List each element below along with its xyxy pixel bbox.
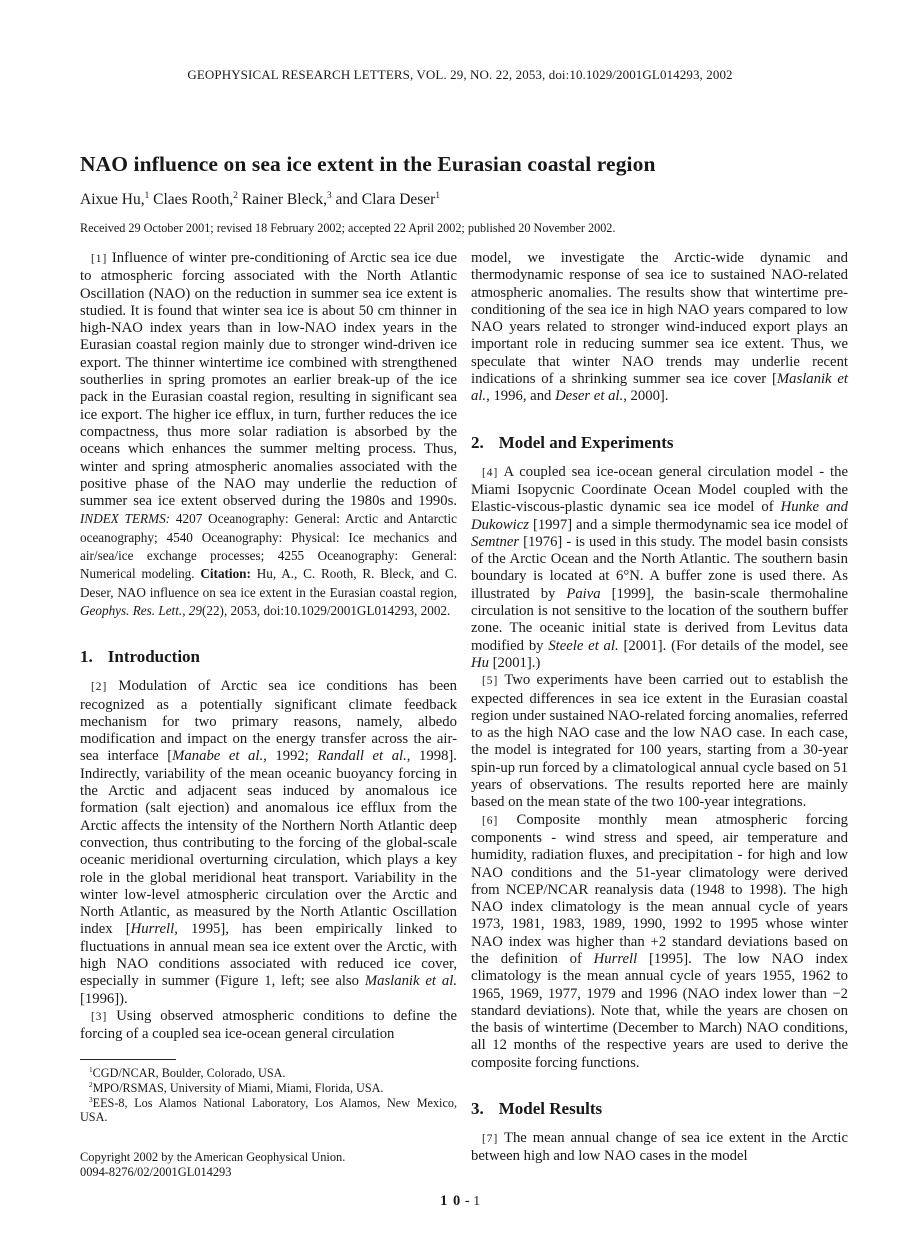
page-number: 1 0 - 1 <box>440 1193 480 1209</box>
journal-header-line: GEOPHYSICAL RESEARCH LETTERS, VOL. 29, NO. 22, 2053, doi:10.1029/2001GL014293, 2002 <box>187 67 733 82</box>
paper-title: NAO influence on sea ice extent in the Eurasian coastal region <box>80 152 656 176</box>
copyright-block <box>80 1150 457 1180</box>
section-number: 1. <box>80 647 93 667</box>
title-block <box>80 152 850 236</box>
section-1-heading <box>80 647 457 667</box>
affiliation-3: $^3$EES-8, Los Alamos National Laboratory, Los Alamos, New Mexico, USA. <box>80 1094 457 1125</box>
right-column <box>471 250 848 1166</box>
paragraph-3-right: model, we investigate the Arctic-wide dynamic and thermodynamic response of sea ice to sustained NAO-related atmospheric anomalies. The results show that wintertime pre-conditioning of the sea ice in high NAO years compared to low NAO years related to stronger wind-induced export plays an important role in reducing summer sea ice extent. Thus, we speculate that winter NAO trends may underlie recent indications of a shrinking summer sea ice cover [Maslanik et al., 1996, and Deser et al., 2000]. <box>471 250 848 405</box>
paragraph-7: [7] The mean annual change of sea ice extent in the Arctic between high and low NAO cases in the model <box>471 1130 848 1165</box>
paragraph-5: [5] Two experiments have been carried out to establish the expected differences in sea ice extent in the Eurasian coastal region under sustained NAO-related forcing anomalies, referred to as the high NAO case and the low NAO case. In each case, the model is integrated for 100 years, starting from a 30-year spin-up run forced by a climatological annual cycle based on 51 years of observations. The results reported here are mainly based on the mean state of the two 100-year integrations. <box>471 672 848 811</box>
section-title: Model and Experiments <box>498 432 674 452</box>
affiliation-2: $^2$MPO/RSMAS, University of Miami, Miami, Florida, USA. <box>89 1080 384 1096</box>
section-number: 2. <box>471 432 484 452</box>
paragraph-3-left: [3] Using observed atmospheric conditions to define the forcing of a coupled sea ice-ocean general circulation <box>80 1007 457 1043</box>
paragraph-4: [4] A coupled sea ice-ocean general circulation model - the Miami Isopycnic Coordinate Ocean Model coupled with the Elastic-viscous-plastic dynamic sea ice model of Hunke and Dukowicz [1997] and a simple thermodynamic sea ice model of Semtner [1976] - is used in this study. The model basin consists of the Arctic Ocean and the North Atlantic. The southern basin boundary is located at 6°N. A buffer zone is used there. As illustrated by Paiva [1999], the basin-scale thermohaline circulation is not sensitive to the location of the southern buffer zone. The oceanic initial state is derived from Levitus data modified by Steele et al. [2001]. (For details of the model, see Hu [2001].) <box>471 463 849 671</box>
abstract-paragraph: [1] Influence of winter pre-conditioning of Arctic sea ice due to atmospheric forcing associated with the North Atlantic Oscillation (NAO) on the reduction in summer sea ice extent is studied. It is found that winter sea ice is about 50 cm thinner in high-NAO index years than in low-NAO index years in the Eurasian coastal region mainly due to stronger wind-driven ice export. The thinner wintertime ice combined with strengthened southerlies in spring promotes an earlier break-up of the ice pack in the Eurasian coastal region, resulting in significant sea ice export. The higher ice efflux, in turn, further reduces the ice compactness, thus more solar radiation is absorbed by the oceans which enhances the summer melting process. Thus, winter and spring atmospheric anomalies associated with the positive phase of the NAO may underlie the reduction of summer sea ice extent observed during the 1980s and 1990s. INDEX TERMS: 4207 Oceanography: General: Arctic and Antarctic oceanography; 4540 Oceanography: Physical: Ice mechanics and air/sea/ice exchange processes; 4255 Oceanography: General: Numerical modeling. Citation: Hu, A., C. Rooth, R. Bleck, and C. Deser, NAO influence on sea ice extent in the Eurasian coastal region, Geophys. Res. Lett., 29(22), 2053, doi:10.1029/2001GL014293, 2002. <box>80 250 458 618</box>
section-2-heading <box>471 433 848 453</box>
copyright-line-1: Copyright 2002 by the American Geophysical Union. <box>80 1149 346 1164</box>
paragraph-2: [2] Modulation of Arctic sea ice conditions has been recognized as a potentially significant climate feedback mechanism for two primary reasons, namely, albedo modification and impact on the energy transfer across the air-sea interface [Manabe et al., 1992; Randall et al., 1998]. Indirectly, variability of the mean oceanic buoyancy forcing in the Arctic and adjacent seas induced by anomalous ice formation (salt ejection) and anomalous ice efflux from the Arctic affects the intensity of the Northern North Atlantic deep convection, thus contributing to the forcing of the global-scale oceanic meridional overturning circulation, which plays a key role in the global meridional heat transport. Variability in the winter low-level atmospheric circulation over the Arctic and North Atlantic, as measured by the North Atlantic Oscillation index [Hurrell, 1995], has been empirically linked to fluctuations in annual mean sea ice extent over the Arctic, with high NAO conditions associated with reduced ice cover, especially in summer (Figure 1, left; see also Maslanik et al. [1996]). <box>80 678 457 1007</box>
footnote-block <box>80 1059 457 1124</box>
section-title: Model Results <box>498 1099 603 1119</box>
dateline: Received 29 October 2001; revised 18 February 2002; accepted 22 April 2002; published 20 November 2002. <box>80 221 616 235</box>
paragraph-6: [6] Composite monthly mean atmospheric forcing components - wind stress and speed, air temperature and humidity, radiation fluxes, and precipitation - for high and low NAO conditions and the 51-year climatology were derived from NCEP/NCAR reanalysis data (1948 to 1998). The high NAO index climatology is the mean annual cycle of years 1973, 1981, 1983, 1989, 1990, 1992 to 1995 whose winter NAO index was higher than +2 standard deviations based on the definition of Hurrell [1995]. The low NAO index climatology is the mean annual cycle of years 1955, 1962 to 1965, 1969, 1977, 1979 and 1996 (NAO index lower than −2 standard deviations). Note that, while the years are chosen on the basis of wintertime (December to March) NAO conditions, all 12 months of the respective years are used to derive the composite forcing functions. <box>471 811 848 1071</box>
copyright-line-2: 0094-8276/02/2001GL014293 <box>80 1164 232 1179</box>
left-column <box>80 250 457 1180</box>
affiliation-1: $^1$CGD/NCAR, Boulder, Colorado, USA. <box>89 1065 286 1081</box>
section-number: 3. <box>471 1099 484 1119</box>
author-line: Aixue Hu,$^1$ Claes Rooth,$^2$ Rainer Bleck,$^3$ and Clara Deser$^1$ <box>80 190 440 208</box>
section-3-heading <box>471 1099 848 1119</box>
section-title: Introduction <box>107 647 201 667</box>
footnote-rule <box>80 1059 176 1060</box>
